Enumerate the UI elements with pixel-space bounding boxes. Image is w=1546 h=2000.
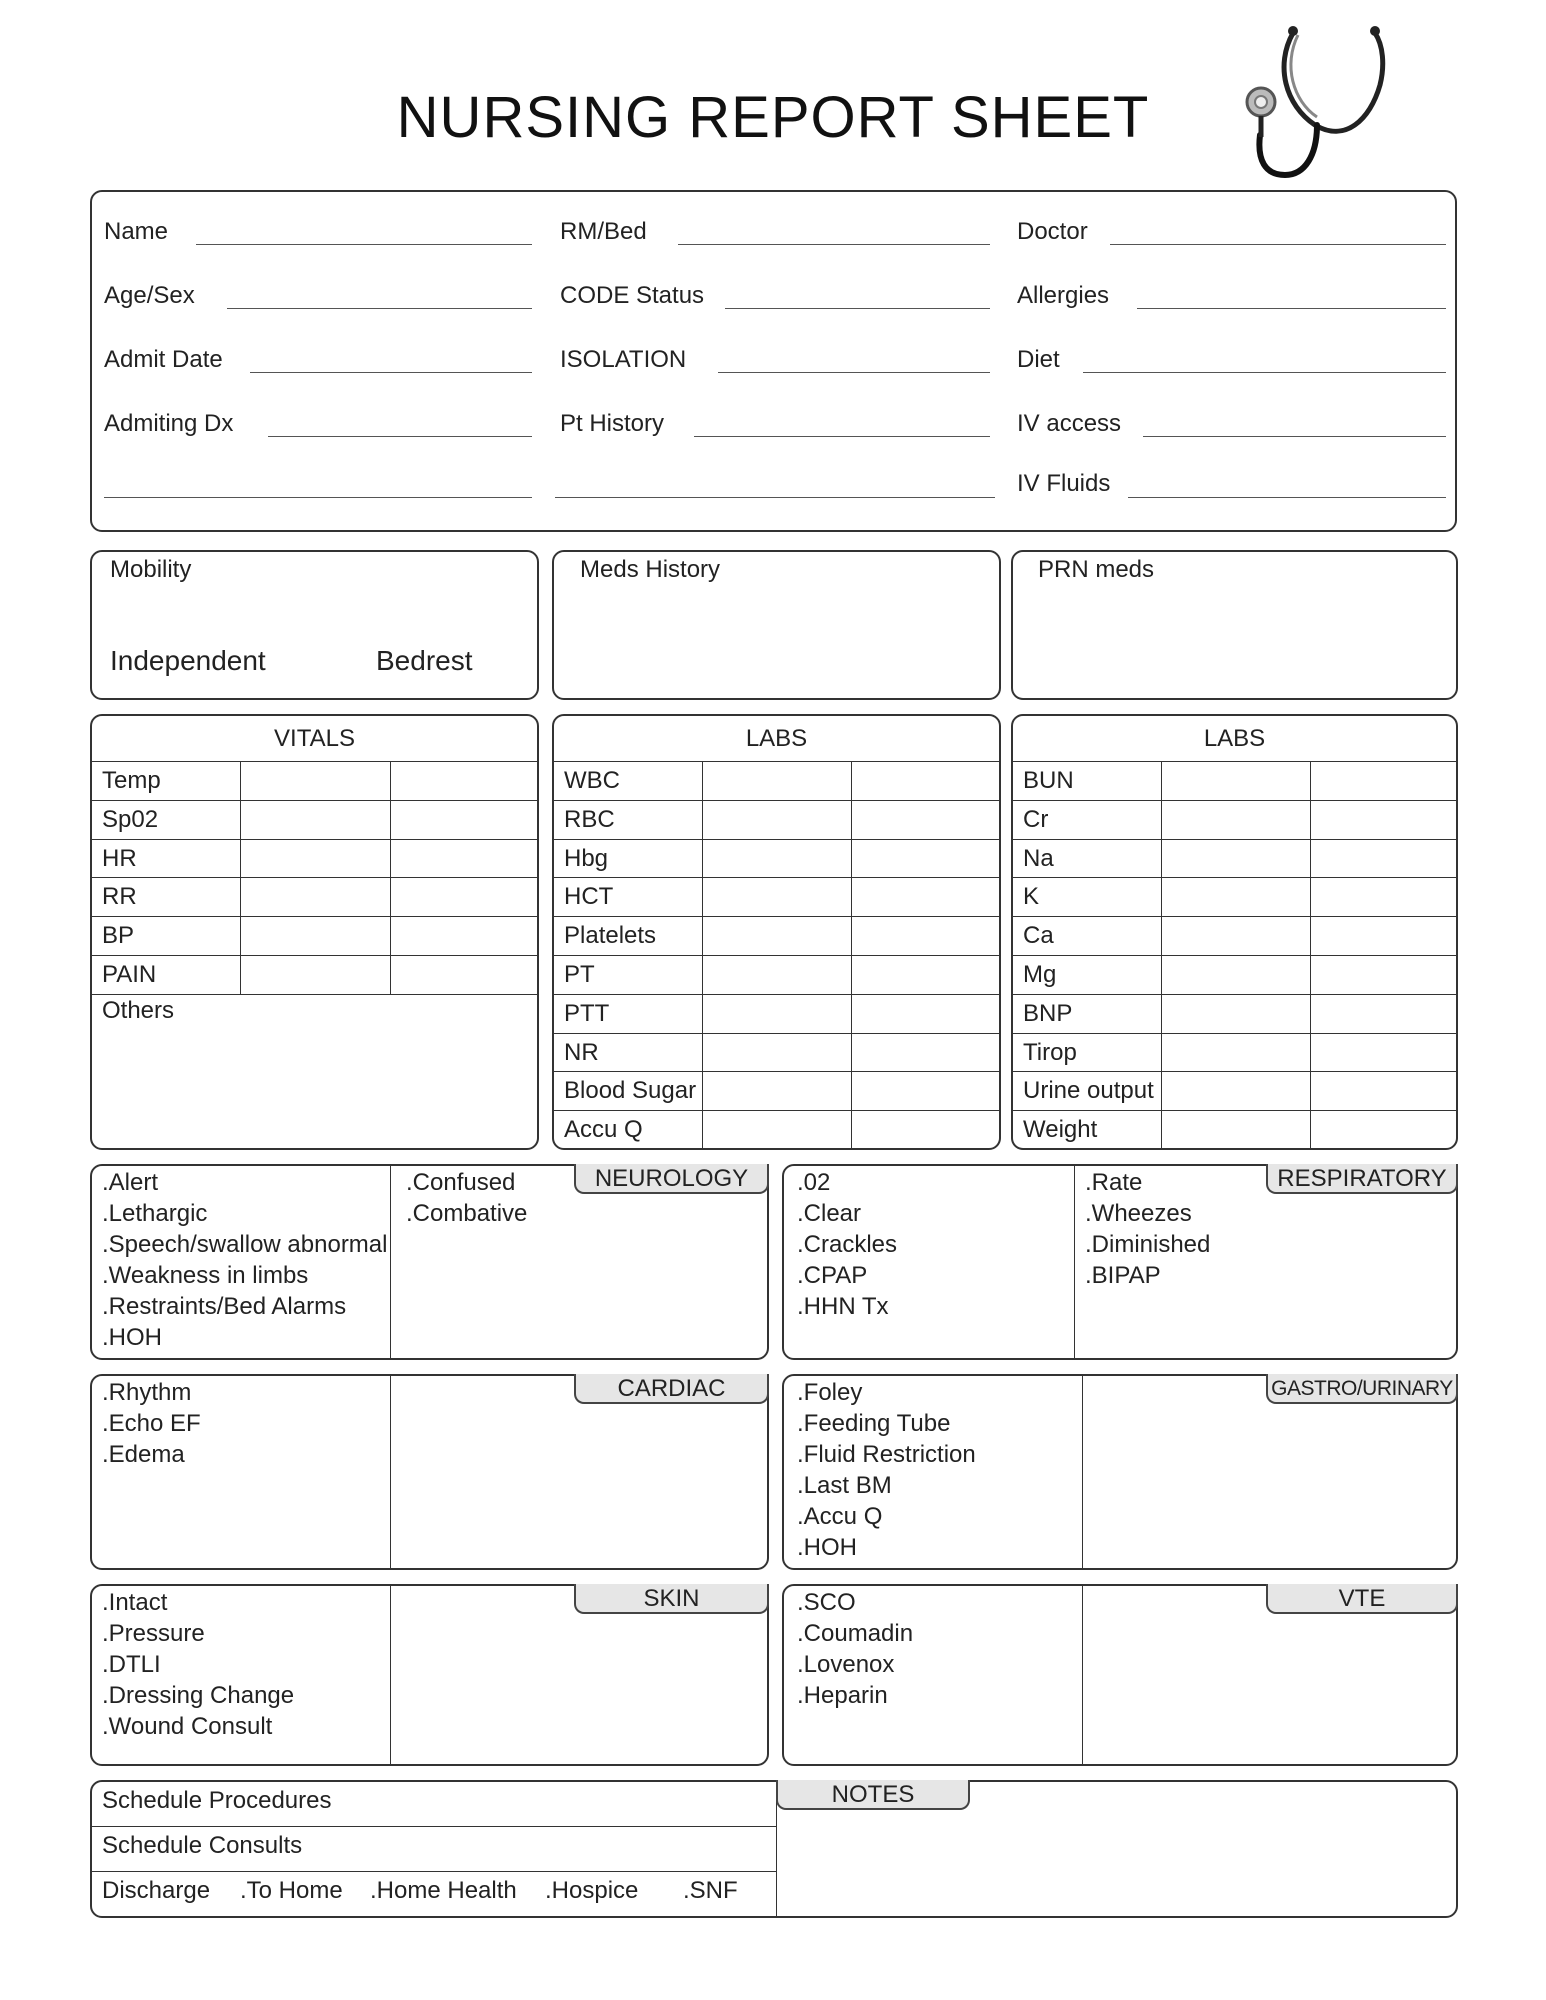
checklist-item[interactable]: .Restraints/Bed Alarms [102,1293,347,1320]
independent-option[interactable]: Independent [110,645,266,676]
checklist-item[interactable]: .HOH [102,1324,162,1351]
checklist-item[interactable]: .Crackles [797,1231,898,1258]
checklist-item[interactable]: .Diminished [1085,1231,1211,1258]
allergies-field[interactable] [1137,308,1446,309]
code-status-field[interactable] [725,308,990,309]
checklist-item[interactable]: .Echo EF [102,1410,201,1437]
code-status-label: CODE Status [560,282,705,309]
labs1-row-input[interactable] [704,997,1001,1027]
labs1-row-input[interactable] [704,880,1001,910]
labs1-row-label: NR [564,1039,599,1066]
admitting-dx-field[interactable] [268,436,532,437]
labs1-row-input[interactable] [704,1036,1001,1066]
admit-date-label: Admit Date [104,346,223,373]
extra-field-2[interactable] [555,497,995,498]
labs1-row-label: Accu Q [564,1116,643,1143]
name-field[interactable] [196,244,532,245]
checklist-item[interactable]: .Accu Q [797,1503,883,1530]
admit-date-field[interactable] [250,372,532,373]
labs1-row-input[interactable] [704,803,1001,833]
vitals-row-label: BP [102,922,135,949]
checklist-item[interactable]: .Combative [406,1200,528,1227]
allergies-label: Allergies [1017,282,1110,309]
labs2-row-label: BNP [1023,1000,1073,1027]
checklist-item[interactable]: .Feeding Tube [797,1410,951,1437]
checklist-item[interactable]: .DTLI [102,1651,161,1678]
mobility-label: Mobility [110,556,192,583]
labs2-row-label: Na [1023,845,1054,872]
discharge-option-home[interactable]: .To Home [240,1877,343,1904]
labs1-row-label: Blood Sugar [564,1077,697,1104]
checklist-item[interactable]: .Last BM [797,1472,892,1499]
vitals-row-label: Sp02 [102,806,159,833]
prn-meds-label: PRN meds [1038,556,1155,583]
labs2-row-label: Weight [1023,1116,1098,1143]
labs1-row-input[interactable] [704,958,1001,988]
discharge-label: Discharge [102,1877,211,1904]
schedule-procedures-label: Schedule Procedures [102,1787,332,1814]
iv-access-label: IV access [1017,410,1122,437]
checklist-item[interactable]: .CPAP [797,1262,868,1289]
neurology-tab: NEUROLOGY [574,1164,769,1194]
notes-area[interactable] [778,1812,1456,1916]
meds-history-label: Meds History [580,556,721,583]
vitals-header: VITALS [274,725,355,752]
checklist-item[interactable]: .Foley [797,1379,863,1406]
checklist-item[interactable]: .Rate [1085,1169,1143,1196]
diet-label: Diet [1017,346,1060,373]
diet-field[interactable] [1083,372,1446,373]
iv-access-field[interactable] [1143,436,1446,437]
gastro-urinary-tab: GASTRO/URINARY [1266,1374,1458,1404]
checklist-item[interactable]: .Speech/swallow abnormal [102,1231,388,1258]
vitals-row-label: PAIN [102,961,157,988]
cardiac-tab: CARDIAC [574,1374,769,1404]
checklist-item[interactable]: .Wheezes [1085,1200,1192,1227]
checklist-item[interactable]: .Pressure [102,1620,205,1647]
labs2-row-label: Ca [1023,922,1054,949]
labs1-row-label: PTT [564,1000,610,1027]
checklist-item[interactable]: .HOH [797,1534,857,1561]
labs2-row-label: Cr [1023,806,1049,833]
discharge-option-snf[interactable]: .SNF [683,1877,738,1904]
labs1-row-input[interactable] [704,919,1001,949]
labs1-row-input[interactable] [704,1074,1001,1104]
rm-bed-label: RM/Bed [560,218,647,245]
checklist-item[interactable]: .Rhythm [102,1379,192,1406]
checklist-item[interactable]: .Clear [797,1200,862,1227]
extra-field-1[interactable] [104,497,532,498]
labs1-row-label: RBC [564,806,615,833]
iv-fluids-label: IV Fluids [1017,470,1111,497]
vitals-others-label: Others [102,997,175,1024]
discharge-option-hospice[interactable]: .Hospice [545,1877,639,1904]
labs1-row-label: PT [564,961,595,988]
checklist-item[interactable]: .Edema [102,1441,185,1468]
rm-bed-field[interactable] [678,244,990,245]
age-sex-label: Age/Sex [104,282,195,309]
doctor-field[interactable] [1110,244,1446,245]
labs2-header: LABS [1203,725,1266,752]
age-sex-field[interactable] [227,308,532,309]
checklist-item[interactable]: .BIPAP [1085,1262,1161,1289]
vitals-row-label: RR [102,883,137,910]
checklist-item[interactable]: .Weakness in limbs [102,1262,309,1289]
stethoscope-icon [1245,25,1395,185]
checklist-item[interactable]: .Lethargic [102,1200,208,1227]
checklist-item[interactable]: .02 [797,1169,831,1196]
labs1-row-label: HCT [564,883,614,910]
checklist-item[interactable]: .Dressing Change [102,1682,295,1709]
bedrest-option[interactable]: Bedrest [376,645,473,676]
labs1-row-input[interactable] [704,764,1001,794]
isolation-label: ISOLATION [560,346,687,373]
checklist-item[interactable]: .Alert [102,1169,159,1196]
discharge-option-home-health[interactable]: .Home Health [370,1877,517,1904]
checklist-item[interactable]: .Lovenox [797,1651,895,1678]
checklist-item[interactable]: .Fluid Restriction [797,1441,976,1468]
iv-fluids-field[interactable] [1128,497,1446,498]
checklist-item[interactable]: .HHN Tx [797,1293,889,1320]
pt-history-label: Pt History [560,410,665,437]
checklist-item[interactable]: .Coumadin [797,1620,914,1647]
doctor-label: Doctor [1017,218,1088,245]
name-label: Name [104,218,169,245]
labs1-row-input[interactable] [704,842,1001,872]
labs1-row-label: Platelets [564,922,657,949]
skin-tab: SKIN [574,1584,769,1614]
labs1-row-label: Hbg [564,845,609,872]
labs2-row-label: BUN [1023,767,1074,794]
vitals-row-label: HR [102,845,137,872]
schedule-consults-label: Schedule Consults [102,1832,303,1859]
labs1-row-input[interactable] [704,1113,1001,1143]
isolation-field[interactable] [718,372,990,373]
checklist-item[interactable]: .Intact [102,1589,168,1616]
notes-tab: NOTES [776,1780,970,1810]
respiratory-tab: RESPIRATORY [1266,1164,1458,1194]
labs1-header: LABS [745,725,808,752]
vte-tab: VTE [1266,1584,1458,1614]
patient-info-box [90,190,1457,532]
labs2-row-label: K [1023,883,1040,910]
labs1-row-label: WBC [564,767,620,794]
vitals-row-label: Temp [102,767,161,794]
pt-history-field[interactable] [694,436,990,437]
checklist-item[interactable]: .Wound Consult [102,1713,273,1740]
checklist-item[interactable]: .Heparin [797,1682,888,1709]
checklist-item[interactable]: .SCO [797,1589,856,1616]
labs2-row-label: Mg [1023,961,1057,988]
checklist-item[interactable]: .Confused [406,1169,516,1196]
labs2-row-label: Tirop [1023,1039,1077,1066]
labs2-row-label: Urine output [1023,1077,1154,1104]
admitting-dx-label: Admiting Dx [104,410,234,437]
page-title: NURSING REPORT SHEET [396,85,1150,150]
